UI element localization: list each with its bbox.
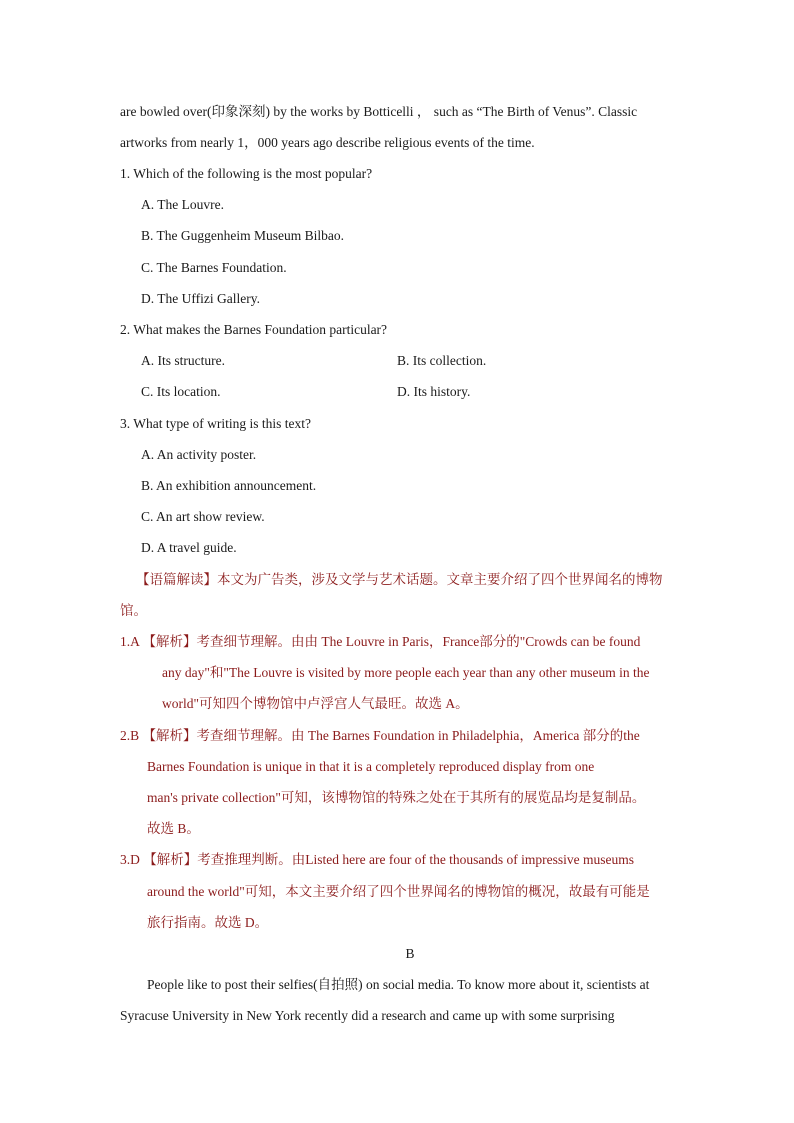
answer-3-line-3: 旅行指南。故选 D。 [147, 915, 269, 930]
answer-2-line-1: 2.B 【解析】考查细节理解。由 The Barnes Foundation in Philadelphia，America 部分的the [120, 728, 640, 743]
answer-1-line-2: any day"和"The Louvre is visited by more people each year than any other museum in the [162, 665, 650, 680]
question-2-stem: 2. What makes the Barnes Foundation particular? [120, 322, 388, 337]
question-3-option-b: B. An exhibition announcement. [141, 478, 317, 493]
analysis-intro-line-1: 【语篇解读】本文为广告类，涉及文学与艺术话题。文章主要介绍了四个世界闻名的博物 [136, 572, 663, 587]
question-1-option-d: D. The Uffizi Gallery. [141, 291, 260, 306]
analysis-intro-line-2: 馆。 [120, 603, 147, 618]
answer-1-line-1: 1.A 【解析】考查细节理解。由由 The Louvre in Paris，France部分的"Crowds can be found [120, 634, 641, 649]
answer-3-line-2: around the world"可知，本文主要介绍了四个世界闻名的博物馆的概况，故最有可能是 [147, 884, 650, 899]
question-1-option-c: C. The Barnes Foundation. [141, 260, 287, 275]
question-1-option-a: A. The Louvre. [141, 197, 224, 212]
section-b-heading: B [405, 946, 415, 961]
answer-2-line-3: man's private collection"可知，该博物馆的特殊之处在于其所有的展览品均是复制品。 [147, 790, 646, 805]
question-1-stem: 1. Which of the following is the most popular? [120, 166, 373, 181]
passage-b-line-2: Syracuse University in New York recently did a research and came up with some surprising [120, 1008, 615, 1023]
question-2-option-b: B. Its collection. [397, 353, 487, 368]
question-2-option-c: C. Its location. [141, 384, 221, 399]
question-3-option-a: A. An activity poster. [141, 447, 257, 462]
passage-a-line-2: artworks from nearly 1，000 years ago describe religious events of the time. [120, 135, 535, 150]
answer-1-line-3: world"可知四个博物馆中卢浮宫人气最旺。故选 A。 [162, 696, 469, 711]
question-3-stem: 3. What type of writing is this text? [120, 416, 311, 431]
question-2-option-a: A. Its structure. [141, 353, 225, 368]
answer-2-line-4: 故选 B。 [147, 821, 200, 836]
question-3-option-c: C. An art show review. [141, 509, 265, 524]
answer-2-line-2: Barnes Foundation is unique in that it is a completely reproduced display from one [147, 759, 595, 774]
passage-b-line-1: People like to post their selfies(自拍照) on social media. To know more about it, scientists at [147, 977, 650, 992]
answer-3-line-1: 3.D 【解析】考查推理判断。由Listed here are four of the thousands of impressive museums [120, 852, 635, 867]
question-2-option-d: D. Its history. [397, 384, 471, 399]
question-3-option-d: D. A travel guide. [141, 540, 237, 555]
passage-a-line-1: are bowled over(印象深刻) by the works by Botticelli ， such as “The Birth of Venus”. Classic [120, 104, 638, 119]
question-1-option-b: B. The Guggenheim Museum Bilbao. [141, 228, 344, 243]
